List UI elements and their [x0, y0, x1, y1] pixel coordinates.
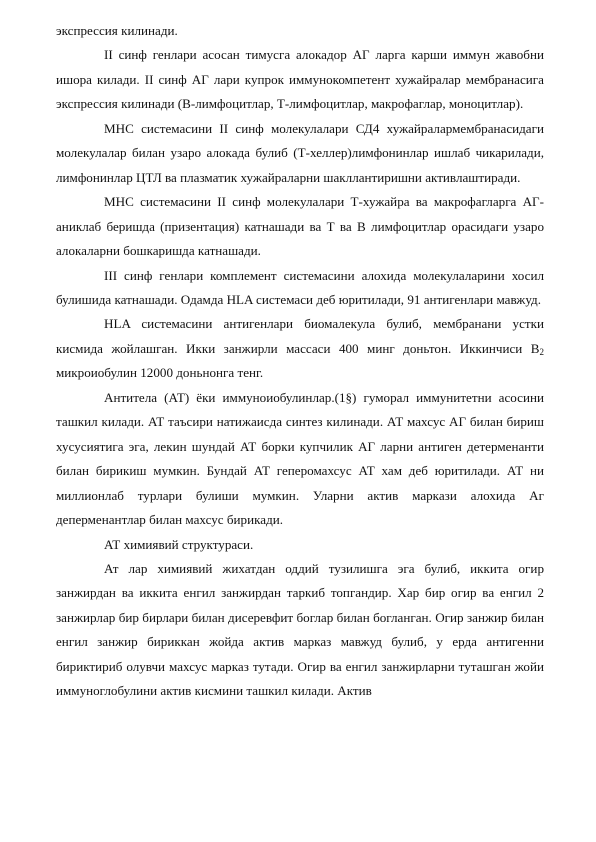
paragraph-continuation: экспрессия килинади.: [56, 23, 178, 38]
paragraph-mhc-presentation: МНС системасини II синф молекулалари Т-хужайра ва макрофагларга АГ-аниклаб беришда (призентация) катнашади ва Т ва В лимфоцитлар орасидаги узаро алокаларни бошкаришда катнашади.: [56, 194, 544, 259]
paragraph-class-iii-genes: III синф генлари комплемент системасини алохида молекулаларини хосил булишида катнашади. Одамда HLA системаси деб юритилади, 91 антигенлари мавжуд.: [56, 267, 544, 307]
document-page: [56, 19, 544, 704]
paragraph-class-ii-genes: II синф генлари асосан тимусга алокадор АГ ларга карши иммун жавобни ишора килади. II синф АГ лари купрок иммунокомпетент хужайралар мембранасига экспрессия килинади (В-лимфоцитлар, Т-лимфоцитлар, макрофаглар, моноцитлар).: [56, 47, 544, 112]
subscript-2: 2: [539, 346, 544, 357]
hla-text-before: HLA системасини антигенлари биомалекула булиб, мембранани устки кисмида жойлашган. Икки занжирли массаси 400 минг доньтон. Иккинчиси В: [56, 316, 544, 356]
paragraph-chemical-structure: Ат лар химиявий жихатдан оддий тузилишга эга булиб, иккита огир занжирдан ва иккита енгил занжирдан таркиб топгандир. Хар бир огир ва енгил 2 занжирлар бир бирлари билан дисеревфит боглар билан богланган. Огир занжир билан енгил занжир бириккан жойда актив марказ мавжуд булиб, у ерда антигенни бириктириб олувчи махсус марказ тутади. Огир ва енгил занжирларни туташган жойи иммуноглобулини актив кисмини ташкил килади. Актив: [56, 560, 544, 699]
hla-text-after: микроиобулин 12000 доньнонга тенг.: [56, 365, 264, 381]
paragraph-hla-antigens: [56, 312, 544, 385]
paragraph-antibodies: Антитела (АТ) ёки иммуноиобулинлар.(1§) гуморал иммунитетни асосини ташкил килади. АТ таъсири натижаисда синтез килинади. АТ махсус АГ билан бириш хусусиятига эга, лекин шундай АТ борки купчилик АГ ларни антиген детерменанти билан бирикиш мумкин. Бундай АТ геперомахсус АТ хам деб юритилади. АТ ни миллионлаб турлари булиши мумкин. Уларни актив маркази алохида Аг деперменантлар билан махсус бирикади.: [56, 389, 544, 528]
paragraph-mhc-cd4: МНС системасини II синф молекулалари СД4 хужайралармембранасидаги молекулалар билан узаро алокада булиб (Т-хеллер)лимфонинлар ишлаб чикарилади, лимфонинлар ЦТЛ ва плазматик хужайраларни шакллантиришни активлаштиради.: [56, 120, 544, 185]
paragraph-heading-structure: АТ химиявий структураси.: [104, 536, 254, 552]
